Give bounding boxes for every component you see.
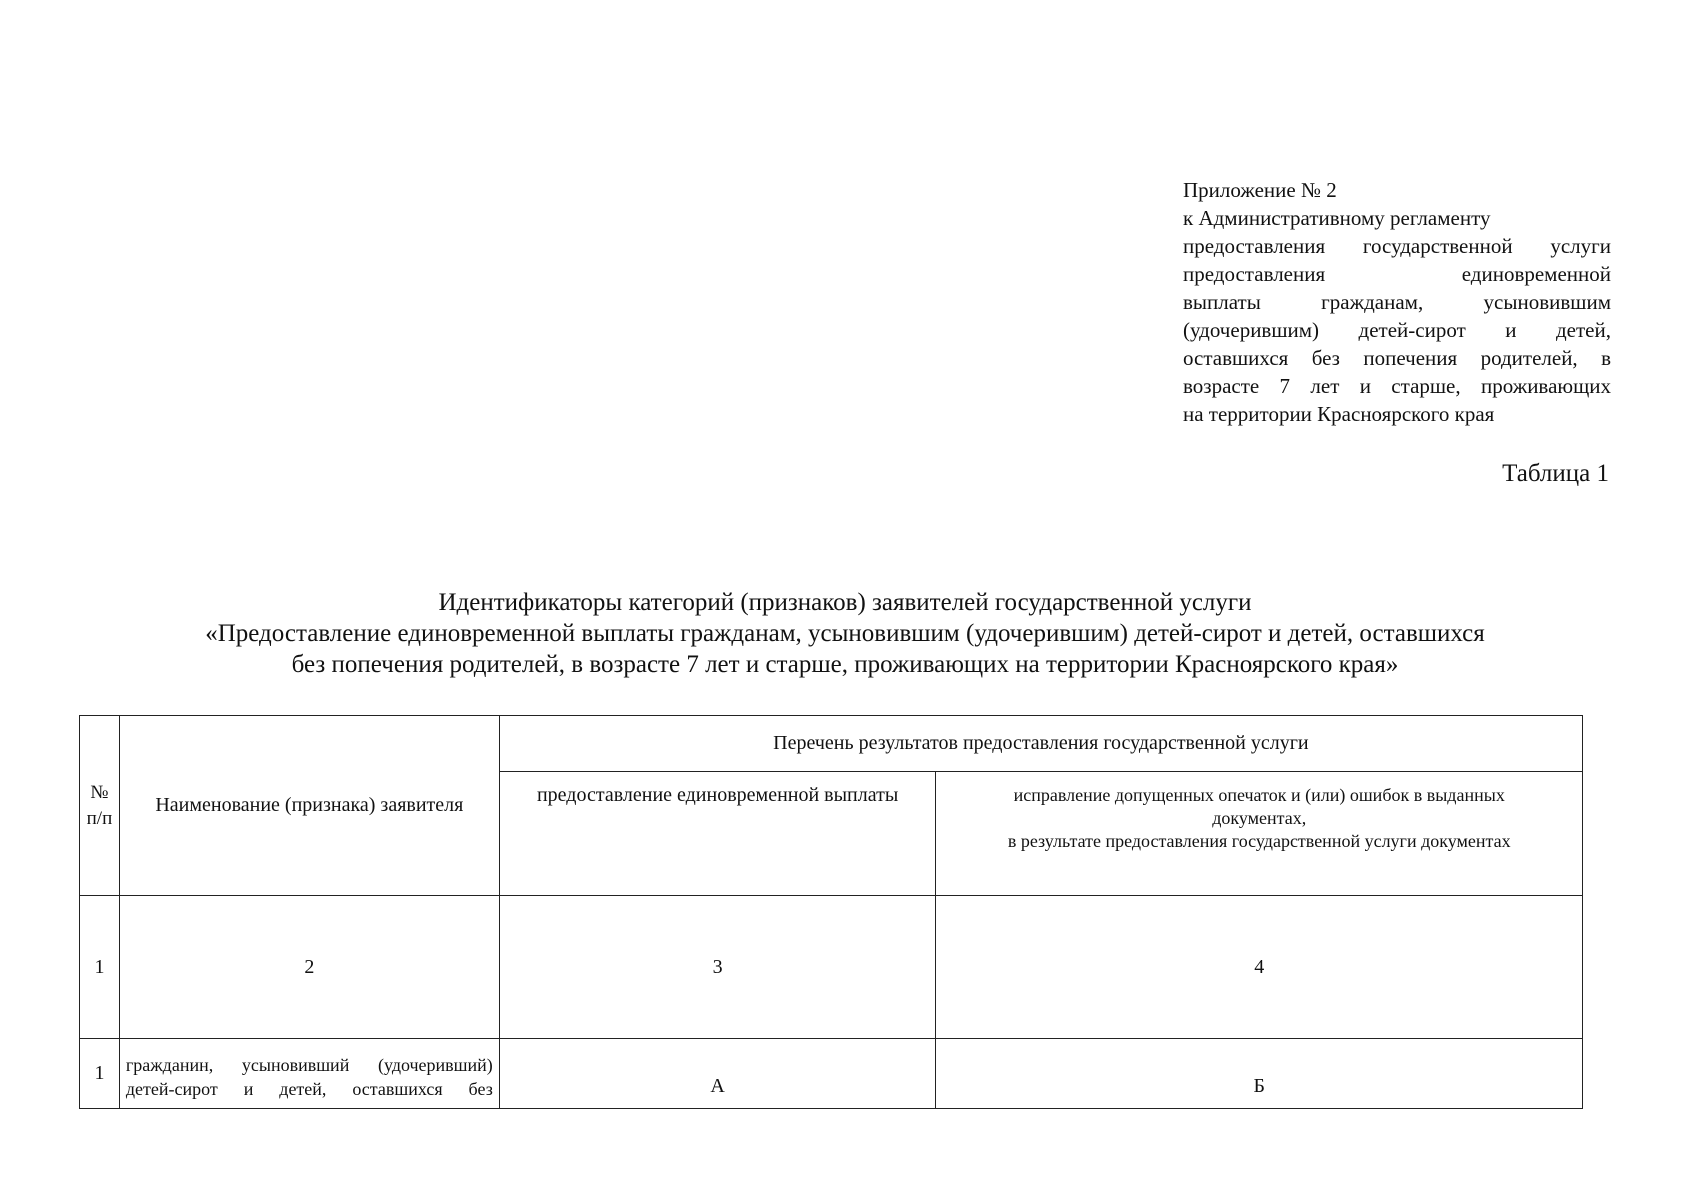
appendix-line: выплаты гражданам, усыновившим — [1183, 290, 1611, 314]
title-line: без попечения родителей, в возрасте 7 лет и старше, проживающих на территории Красноярского края» — [291, 651, 1399, 678]
row-applicant-name: гражданин, усыновивший (удочеривший) детей-сирот и детей, оставшихся без — [119, 1039, 499, 1109]
header-number-abbr: п/п — [86, 807, 113, 829]
row-number: 1 — [80, 1039, 120, 1109]
appendix-line: предоставления государственной услуги — [1183, 234, 1611, 258]
header-number-sign: № — [90, 781, 109, 803]
index-cell: 2 — [119, 896, 499, 1039]
appendix-line: оставшихся без попечения родителей, в — [1183, 346, 1611, 370]
header-result-correction — [936, 772, 1583, 896]
header-result-correction-line: в результате предоставления государственной услуги документах — [1007, 831, 1511, 851]
appendix-line: (удочерившим) детей-сирот и детей, — [1183, 318, 1611, 342]
header-result-correction-line: документах, — [1212, 808, 1307, 828]
table-header-row — [80, 716, 1583, 772]
header-result-payment: предоставление единовременной выплаты — [499, 772, 936, 896]
header-results-group: Перечень результатов предоставления государственной услуги — [499, 716, 1582, 772]
index-cell: 3 — [499, 896, 936, 1039]
header-number — [80, 716, 120, 896]
title-line: Идентификаторы категорий (признаков) заявителей государственной услуги — [438, 589, 1252, 616]
appendix-block — [1183, 176, 1611, 428]
document-title — [60, 587, 1630, 680]
header-result-correction-line: исправление допущенных опечаток и (или) ошибок в выданных — [1013, 785, 1505, 805]
header-applicant-name: Наименование (признака) заявителя — [119, 716, 499, 896]
title-line: «Предоставление единовременной выплаты гражданам, усыновившим (удочерившим) детей-сирот и детей, оставшихся — [205, 620, 1485, 647]
row-result-correction: Б — [936, 1039, 1583, 1109]
table-index-row — [80, 896, 1583, 1039]
appendix-line: Приложение № 2 — [1183, 178, 1337, 202]
index-cell: 4 — [936, 896, 1583, 1039]
table-row — [80, 1039, 1583, 1109]
row-result-payment: А — [499, 1039, 936, 1109]
appendix-line: возрасте 7 лет и старше, проживающих — [1183, 374, 1611, 398]
appendix-line: на территории Красноярского края — [1183, 402, 1495, 426]
table-number: Таблица 1 — [1502, 460, 1609, 487]
appendix-line: предоставления единовременной — [1183, 262, 1611, 286]
index-cell: 1 — [80, 896, 120, 1039]
applicant-categories-table — [79, 715, 1583, 1109]
appendix-line: к Административному регламенту — [1183, 206, 1491, 230]
